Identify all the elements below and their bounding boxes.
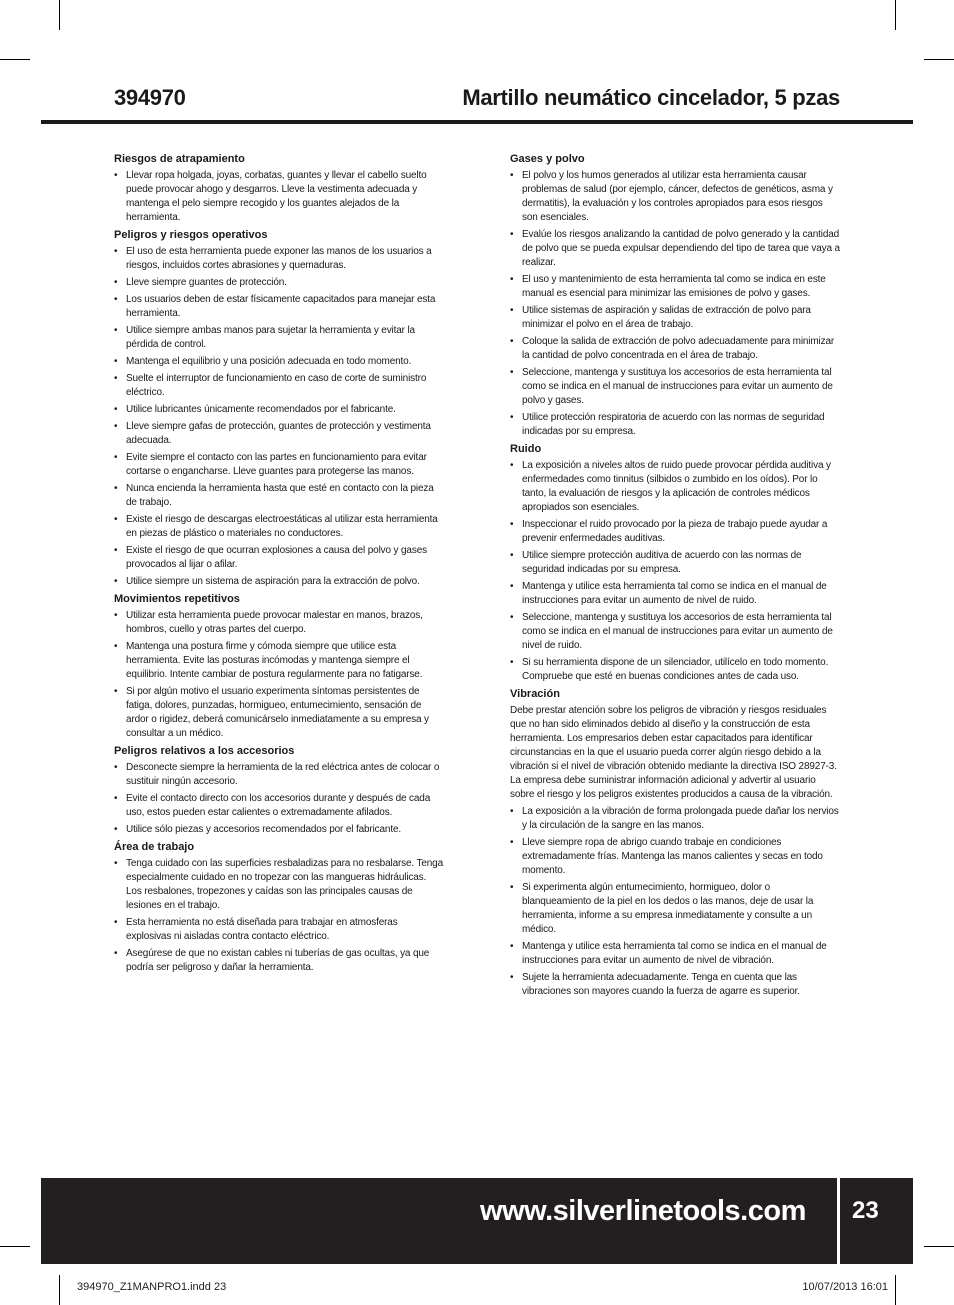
- list-item-text: Lleve siempre ropa de abrigo cuando trabaje en condiciones extremadamente frías. Mantenga las manos calientes y secas en todo momento.: [522, 837, 823, 876]
- bullet-icon: •: [510, 612, 514, 623]
- list-item: [510, 611, 840, 653]
- bullet-icon: •: [114, 917, 118, 928]
- section-title: Peligros relativos a los accesorios: [114, 745, 295, 757]
- print-slug-file: 394970_Z1MANPRO1.indd 23: [77, 1281, 227, 1293]
- list-item: [510, 228, 840, 270]
- list-item: [114, 823, 444, 837]
- list-item-text: Esta herramienta no está diseñada para trabajar en atmosferas explosivas ni aisladas contra contacto eléctrico.: [126, 917, 398, 942]
- section-title: Vibración: [510, 688, 560, 700]
- bullet-icon: •: [510, 336, 514, 347]
- bullet-icon: •: [510, 460, 514, 471]
- list-item: [510, 549, 840, 577]
- list-item: [114, 792, 444, 820]
- list-item-text: Utilice siempre ambas manos para sujetar la herramienta y evitar la pérdida de control.: [126, 325, 415, 350]
- list-item: [510, 304, 840, 332]
- list-item-text: Mantenga el equilibrio y una posición adecuada en todo momento.: [126, 356, 412, 367]
- list-item: [510, 459, 840, 515]
- list-item: [114, 857, 444, 913]
- bullet-icon: •: [114, 545, 118, 556]
- list-item: [114, 245, 444, 273]
- bullet-icon: •: [510, 229, 514, 240]
- bullet-icon: •: [114, 421, 118, 432]
- list-item-text: Coloque la salida de extracción de polvo adecuadamente para minimizar la cantidad de polvo concentrada en el área de trabajo.: [522, 336, 835, 361]
- list-item: [510, 656, 840, 684]
- list-item-text: Utilice siempre un sistema de aspiración para la extracción de polvo.: [126, 576, 420, 587]
- section-title: Movimientos repetitivos: [114, 593, 240, 605]
- bullet-icon: •: [114, 948, 118, 959]
- bullet-icon: •: [114, 576, 118, 587]
- header-divider: [41, 120, 913, 124]
- list-item-text: Utilice lubricantes únicamente recomendados por el fabricante.: [126, 404, 396, 415]
- bullet-list: [114, 761, 444, 837]
- list-item: [114, 761, 444, 789]
- list-item-text: Existe el riesgo de que ocurran explosiones a causa del polvo y gases provocados al lijar o afilar.: [126, 545, 427, 570]
- bullet-icon: •: [114, 294, 118, 305]
- bullet-icon: •: [114, 246, 118, 257]
- list-item: [510, 940, 840, 968]
- section-title: Riesgos de atrapamiento: [114, 153, 245, 165]
- bullet-icon: •: [114, 762, 118, 773]
- list-item: [510, 836, 840, 878]
- section-paragraph: Debe prestar atención sobre los peligros de vibración y riesgos residuales que no han sido eliminados debido al diseño y la construcción de esta herramienta. Los empresarios deben estar capacitados para identificar circunstancias en la que el usuario pueda correr algún riesgo debido a la vibración si el nivel de vibración obtenido mediante la directiva ISO 28927-3. La empresa debe suministrar información adicional y advertir al usuario sobre el riesgo y los peligros existentes producidos a causa de la vibración.: [510, 705, 837, 800]
- list-item: [510, 335, 840, 363]
- bullet-icon: •: [510, 882, 514, 893]
- list-item-text: Si su herramienta dispone de un silenciador, utilícelo en todo momento. Compruebe que esté en buenas condiciones antes de cada uso.: [522, 657, 829, 682]
- list-item-text: Los usuarios deben de estar físicamente capacitados para manejar esta herramienta.: [126, 294, 436, 319]
- list-item: [114, 276, 444, 290]
- print-slug-datetime: 10/07/2013 16:01: [802, 1281, 888, 1293]
- list-item-text: La exposición a la vibración de forma prolongada puede dañar los nervios y la circulación de la sangre en las manos.: [522, 806, 839, 831]
- list-item-text: Tenga cuidado con las superficies resbaladizas para no resbalarse. Tenga especialmente cuidado en no tropezar con las mangueras hidráulicas. Los resbalones, tropezones y caídas son las principales causas de lesiones en el trabajo.: [126, 858, 443, 911]
- crop-mark-top-right: [895, 0, 896, 30]
- list-item-text: Utilice sólo piezas y accesorios recomendados por el fabricante.: [126, 824, 401, 835]
- section-title: Gases y polvo: [510, 153, 585, 165]
- bullet-icon: •: [510, 972, 514, 983]
- list-item-text: Sujete la herramienta adecuadamente. Tenga en cuenta que las vibraciones son mayores cuando la fuerza de agarre es superior.: [522, 972, 800, 997]
- list-item: [114, 420, 444, 448]
- list-item: [114, 324, 444, 352]
- crop-mark-bottom-left: [59, 1275, 60, 1305]
- list-item-text: Seleccione, mantenga y sustituya los accesorios de esta herramienta tal como se indica en el manual de instrucciones para evitar un aumento de nivel de ruido.: [522, 612, 833, 651]
- section-title: Peligros y riesgos operativos: [114, 229, 268, 241]
- bullet-icon: •: [114, 452, 118, 463]
- list-item: [114, 609, 444, 637]
- left-column: [114, 150, 444, 978]
- list-item-text: Inspeccionar el ruido provocado por la pieza de trabajo puede ayudar a prevenir enfermedades auditivas.: [522, 519, 828, 544]
- crop-mark-top-right-h: [924, 59, 954, 60]
- list-item: [510, 518, 840, 546]
- list-item: [510, 580, 840, 608]
- list-item: [510, 881, 840, 937]
- product-code: 394970: [114, 85, 186, 110]
- list-item: [114, 451, 444, 479]
- list-item: [114, 640, 444, 682]
- bullet-icon: •: [510, 550, 514, 561]
- list-item-text: Lleve siempre gafas de protección, guantes de protección y vestimenta adecuada.: [126, 421, 431, 446]
- list-item-text: Utilizar esta herramienta puede provocar malestar en manos, brazos, hombros, cuello y otras partes del cuerpo.: [126, 610, 423, 635]
- list-item: [510, 366, 840, 408]
- list-item-text: Mantenga una postura firme y cómoda siempre que utilice esta herramienta. Evite las posturas incómodas y mantenga siempre el equilibrio. Intente cambiar de postura regularmente para no fatigarse.: [126, 641, 423, 680]
- bullet-icon: •: [114, 325, 118, 336]
- bullet-list: [114, 169, 444, 225]
- list-item: [510, 169, 840, 225]
- footer-separator: [837, 1178, 840, 1264]
- list-item-text: El uso y mantenimiento de esta herramienta tal como se indica en este manual es esencial para minimizar las emisiones de polvo y gases.: [522, 274, 826, 299]
- section-title: Área de trabajo: [114, 841, 195, 853]
- list-item: [510, 273, 840, 301]
- list-item-text: Seleccione, mantenga y sustituya los accesorios de esta herramienta tal como se indica en el manual de instrucciones para evitar un aumento de polvo y gases.: [522, 367, 833, 406]
- list-item-text: Si por algún motivo el usuario experimenta síntomas persistentes de fatiga, dolores, punzadas, hormigueo, entumecimiento, sensación de ardor o rigidez, deberá comunicárselo inmediatamente a su empresa y consultar a un médico.: [126, 686, 429, 739]
- bullet-icon: •: [114, 610, 118, 621]
- bullet-icon: •: [114, 514, 118, 525]
- list-item: [114, 513, 444, 541]
- list-item: [114, 947, 444, 975]
- list-item-text: Evite el contacto directo con los accesorios durante y después de cada uso, estos pueden estar calientes o extremadamente afilados.: [126, 793, 431, 818]
- list-item-text: Utilice sistemas de aspiración y salidas de extracción de polvo para minimizar el polvo en el área de trabajo.: [522, 305, 811, 330]
- bullet-list: [114, 857, 444, 975]
- bullet-icon: •: [510, 581, 514, 592]
- list-item-text: Si experimenta algún entumecimiento, hormigueo, dolor o blanqueamiento de la piel en los dedos o las manos, deje de usar la herramienta, informe a su empresa inmediatamente y consulte a un médico.: [522, 882, 814, 935]
- crop-mark-top-left: [59, 0, 60, 30]
- list-item: [510, 971, 840, 999]
- bullet-icon: •: [114, 373, 118, 384]
- bullet-icon: •: [114, 404, 118, 415]
- list-item-text: Suelte el interruptor de funcionamiento en caso de corte de suministro eléctrico.: [126, 373, 427, 398]
- list-item-text: Utilice protección respiratoria de acuerdo con las normas de seguridad indicadas por su empresa.: [522, 412, 825, 437]
- bullet-icon: •: [510, 657, 514, 668]
- bullet-icon: •: [510, 305, 514, 316]
- list-item-text: Nunca encienda la herramienta hasta que esté en contacto con la pieza de trabajo.: [126, 483, 434, 508]
- page-number: 23: [852, 1197, 879, 1224]
- bullet-icon: •: [510, 519, 514, 530]
- list-item: [114, 355, 444, 369]
- list-item: [510, 411, 840, 439]
- bullet-icon: •: [510, 274, 514, 285]
- list-item-text: Evite siempre el contacto con las partes en funcionamiento para evitar cortarse o engancharse. Lleve guantes para protegerse las manos.: [126, 452, 427, 477]
- crop-mark-bottom-left-h: [0, 1246, 30, 1247]
- right-column: [510, 150, 840, 1002]
- bullet-icon: •: [114, 858, 118, 869]
- bullet-icon: •: [114, 686, 118, 697]
- list-item-text: Llevar ropa holgada, joyas, corbatas, guantes y llevar el cabello suelto puede provocar ahogo y desgarros. Lleve la vestimenta adecuada y mantenga el pelo siempre recogido y los guantes alejados de la herramienta.: [126, 170, 427, 223]
- list-item: [114, 916, 444, 944]
- list-item: [114, 482, 444, 510]
- list-item: [114, 403, 444, 417]
- bullet-list: [510, 459, 840, 684]
- bullet-icon: •: [114, 793, 118, 804]
- list-item-text: El polvo y los humos generados al utilizar esta herramienta causar problemas de salud (por ejemplo, cáncer, defectos de genéticos, asma y dermatitis), la evaluación y los controles apropiados para esos riesgos son esenciales.: [522, 170, 833, 223]
- list-item-text: Lleve siempre guantes de protección.: [126, 277, 287, 288]
- bullet-icon: •: [114, 824, 118, 835]
- bullet-icon: •: [114, 641, 118, 652]
- bullet-icon: •: [510, 412, 514, 423]
- list-item: [114, 169, 444, 225]
- crop-mark-top-left-h: [0, 59, 30, 60]
- list-item-text: Desconecte siempre la herramienta de la red eléctrica antes de colocar o sustituir ningún accesorio.: [126, 762, 440, 787]
- bullet-icon: •: [114, 277, 118, 288]
- list-item: [114, 685, 444, 741]
- website-link[interactable]: www.silverlinetools.com: [480, 1195, 806, 1227]
- bullet-icon: •: [510, 367, 514, 378]
- crop-mark-bottom-right: [895, 1275, 896, 1305]
- page-title: Martillo neumático cincelador, 5 pzas: [462, 85, 840, 110]
- bullet-icon: •: [114, 356, 118, 367]
- list-item: [114, 372, 444, 400]
- bullet-list: [114, 609, 444, 741]
- section-title: Ruido: [510, 443, 542, 455]
- crop-mark-bottom-right-h: [924, 1246, 954, 1247]
- list-item: [114, 575, 444, 589]
- list-item: [510, 805, 840, 833]
- bullet-icon: •: [114, 170, 118, 181]
- list-item: [114, 293, 444, 321]
- list-item-text: Evalúe los riesgos analizando la cantidad de polvo generado y la cantidad de polvo que se pueda expulsar dependiendo del tipo de tarea que vaya a realizar.: [522, 229, 840, 268]
- bullet-icon: •: [510, 837, 514, 848]
- list-item-text: Mantenga y utilice esta herramienta tal como se indica en el manual de instrucciones para evitar un aumento de nivel de ruido.: [522, 581, 827, 606]
- bullet-icon: •: [510, 806, 514, 817]
- bullet-list: [510, 805, 840, 999]
- list-item-text: El uso de esta herramienta puede exponer las manos de los usuarios a riesgos, incluidos cortes abrasiones y quemaduras.: [126, 246, 432, 271]
- list-item: [114, 544, 444, 572]
- bullet-list: [510, 169, 840, 439]
- list-item-text: Existe el riesgo de descargas electroestáticas al utilizar esta herramienta en piezas de plástico o materiales no conductores.: [126, 514, 438, 539]
- list-item-text: Asegúrese de que no existan cables ni tuberías de gas ocultas, ya que podría ser peligroso y dañar la herramienta.: [126, 948, 430, 973]
- list-item-text: Mantenga y utilice esta herramienta tal como se indica en el manual de instrucciones para evitar un aumento de nivel de vibración.: [522, 941, 827, 966]
- bullet-icon: •: [114, 483, 118, 494]
- list-item-text: La exposición a niveles altos de ruido puede provocar pérdida auditiva y enfermedades como tinnitus (silbidos o zumbido en los oídos). Por lo tanto, la evaluación de riesgos y la aplicación de controles médicos apropiados son esenciales.: [522, 460, 831, 513]
- bullet-icon: •: [510, 170, 514, 181]
- bullet-icon: •: [510, 941, 514, 952]
- bullet-list: [114, 245, 444, 589]
- list-item-text: Utilice siempre protección auditiva de acuerdo con las normas de seguridad indicadas por su empresa.: [522, 550, 802, 575]
